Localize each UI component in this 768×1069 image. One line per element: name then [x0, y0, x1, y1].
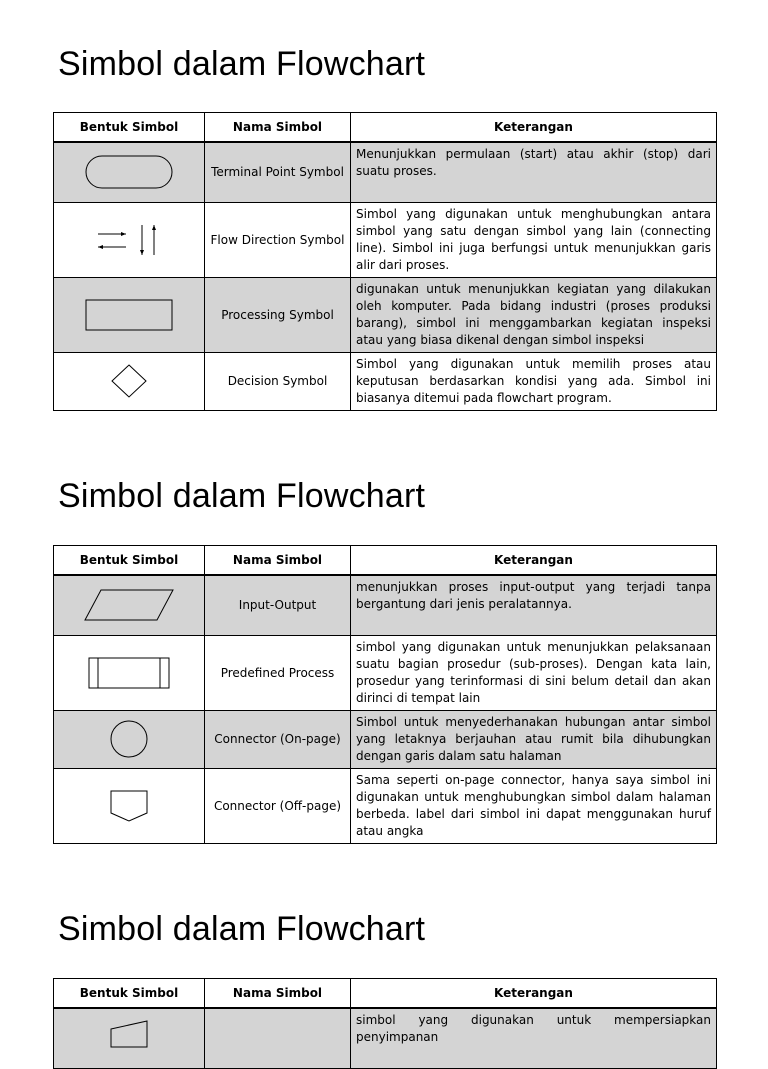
table-row	[54, 142, 717, 202]
table-row	[54, 768, 717, 843]
symbol-name: Processing Symbol	[205, 277, 351, 352]
input-output-icon	[83, 588, 175, 622]
page-title: Simbol dalam Flowchart	[58, 45, 426, 83]
predefined-process-icon	[87, 656, 171, 690]
table-row	[54, 202, 717, 277]
table-row	[54, 352, 717, 410]
symbol-description: simbol yang digunakan untuk menunjukkan pelaksanaan suatu bagian prosedur (sub-proses). Dengan kata lain, prosedur yang terinformasi di sini belum detail dan akan dirinci di tempat lain	[351, 635, 717, 710]
column-header: Bentuk Simbol	[54, 113, 205, 143]
table-row	[54, 635, 717, 710]
terminal-icon	[84, 154, 174, 190]
symbol-name: Decision Symbol	[205, 352, 351, 410]
table-row	[54, 277, 717, 352]
symbol-description: Sama seperti on-page connector, hanya saya simbol ini digunakan untuk menghubungkan simbol dalam halaman berbeda. label dari simbol ini dapat menggunakan huruf atau angka	[351, 768, 717, 843]
table-row	[54, 1008, 717, 1068]
symbol-name: Predefined Process	[205, 635, 351, 710]
table-header-row	[54, 546, 717, 576]
off-page-connector-icon	[109, 789, 149, 823]
symbol-description: Simbol yang digunakan untuk menghubungkan antara simbol yang satu dengan simbol yang lain (connecting line). Simbol ini juga berfungsi untuk menunjukkan garis alir dari proses.	[351, 202, 717, 277]
symbol-cell	[54, 768, 205, 843]
symbol-cell	[54, 575, 205, 635]
table-row	[54, 710, 717, 768]
on-page-connector-icon	[109, 719, 149, 759]
symbol-description: digunakan untuk menunjukkan kegiatan yang dilakukan oleh komputer. Pada bidang industri (proses produksi barang), simbol ini menggambarkan kegiatan inspeksi atau yang biasa dikenal dengan simbol inspeksi	[351, 277, 717, 352]
symbol-table	[53, 545, 717, 844]
symbol-name: Input-Output	[205, 575, 351, 635]
symbol-cell	[54, 277, 205, 352]
symbol-description: simbol yang digunakan untuk mempersiapkan penyimpanan	[351, 1008, 717, 1068]
symbol-name	[205, 1008, 351, 1068]
symbol-name: Connector (On-page)	[205, 710, 351, 768]
table-row	[54, 575, 717, 635]
flow-direction-icon	[96, 222, 162, 258]
page-title: Simbol dalam Flowchart	[58, 477, 426, 515]
symbol-name: Flow Direction Symbol	[205, 202, 351, 277]
column-header: Keterangan	[351, 113, 717, 143]
symbol-cell	[54, 710, 205, 768]
column-header: Bentuk Simbol	[54, 979, 205, 1009]
symbol-table	[53, 112, 717, 411]
column-header: Keterangan	[351, 979, 717, 1009]
page-title: Simbol dalam Flowchart	[58, 910, 426, 948]
symbol-description: menunjukkan proses input-output yang terjadi tanpa bergantung dari jenis peralatannya.	[351, 575, 717, 635]
symbol-cell	[54, 202, 205, 277]
symbol-cell	[54, 352, 205, 410]
column-header: Bentuk Simbol	[54, 546, 205, 576]
symbol-description: Simbol yang digunakan untuk memilih proses atau keputusan berdasarkan kondisi yang ada. Simbol ini biasanya ditemui pada flowchart program.	[351, 352, 717, 410]
symbol-cell	[54, 142, 205, 202]
symbol-description: Simbol untuk menyederhanakan hubungan antar simbol yang letaknya berjauhan atau rumit bila dihubungkan dengan garis dalam satu halaman	[351, 710, 717, 768]
symbol-cell	[54, 635, 205, 710]
symbol-table	[53, 978, 717, 1069]
column-header: Nama Simbol	[205, 979, 351, 1009]
column-header: Keterangan	[351, 546, 717, 576]
table-header-row	[54, 113, 717, 143]
decision-icon	[109, 363, 149, 399]
column-header: Nama Simbol	[205, 113, 351, 143]
table-header-row	[54, 979, 717, 1009]
symbol-name: Connector (Off-page)	[205, 768, 351, 843]
symbol-description: Menunjukkan permulaan (start) atau akhir (stop) dari suatu proses.	[351, 142, 717, 202]
symbol-name: Terminal Point Symbol	[205, 142, 351, 202]
symbol-cell	[54, 1008, 205, 1068]
process-icon	[84, 298, 174, 332]
column-header: Nama Simbol	[205, 546, 351, 576]
